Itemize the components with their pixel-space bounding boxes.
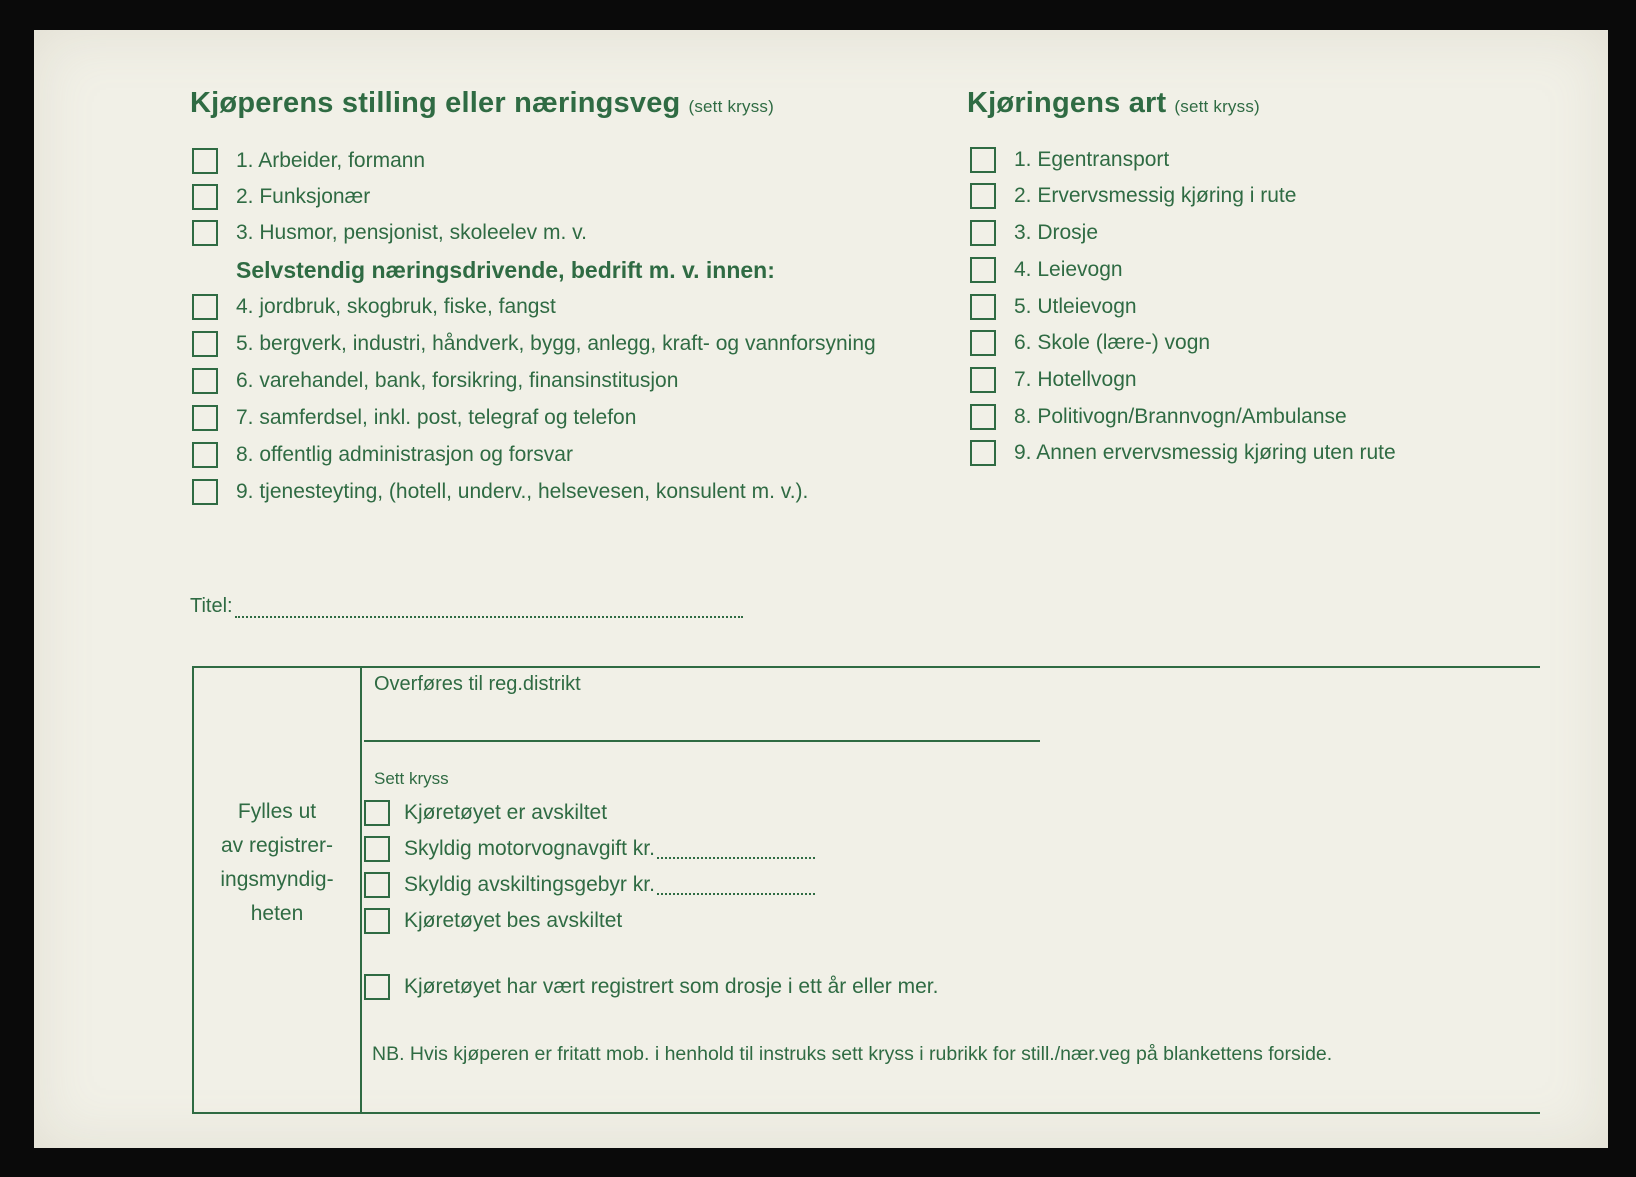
- self-employed-subheading: Selvstendig næringsdrivende, bedrift m. v. innen:: [236, 257, 775, 283]
- driving-option-6[interactable]: 6. Skole (lære-) vogn: [970, 330, 1210, 356]
- title-field[interactable]: [190, 595, 743, 618]
- driving-option-7[interactable]: 7. Hotellvogn: [970, 367, 1137, 393]
- checkbox[interactable]: [192, 294, 218, 320]
- title-label: Titel:: [190, 595, 233, 617]
- driving-option-3[interactable]: 3. Drosje: [970, 220, 1098, 246]
- buyer-position-heading: Kjøperens stilling eller næringsveg (sett kryss): [190, 87, 774, 119]
- check-owed-fee[interactable]: Skyldig avskiltingsgebyr kr.: [364, 872, 815, 898]
- checkbox[interactable]: [970, 404, 996, 430]
- driving-option-9[interactable]: 9. Annen ervervsmessig kjøring uten rute: [970, 440, 1396, 466]
- buyer-option-1[interactable]: 1. Arbeider, formann: [192, 148, 425, 174]
- buyer-option-4[interactable]: 4. jordbruk, skogbruk, fiske, fangst: [192, 294, 556, 320]
- transfer-field-line[interactable]: [364, 740, 1040, 742]
- authority-label: Fylles ut av registrer- ingsmyndig- heten: [220, 800, 334, 925]
- owed-fee-amount-line[interactable]: [657, 875, 815, 895]
- checkbox[interactable]: [364, 800, 390, 826]
- title-dotted-line[interactable]: [235, 598, 743, 618]
- check-owed-tax[interactable]: Skyldig motorvognavgift kr.: [364, 836, 815, 862]
- buyer-option-3[interactable]: 3. Husmor, pensjonist, skoleelev m. v.: [192, 220, 587, 246]
- driving-heading-note: (sett kryss): [1174, 97, 1260, 116]
- driving-type-heading: Kjøringens art (sett kryss): [967, 87, 1260, 119]
- checkbox[interactable]: [192, 368, 218, 394]
- checkbox[interactable]: [970, 440, 996, 466]
- checkbox[interactable]: [192, 220, 218, 246]
- check-deregistered[interactable]: Kjøretøyet er avskiltet: [364, 800, 607, 826]
- driving-option-8[interactable]: 8. Politivogn/Brannvogn/Ambulanse: [970, 404, 1347, 430]
- authority-divider: [360, 668, 362, 1112]
- driving-option-2[interactable]: 2. Ervervsmessig kjøring i rute: [970, 183, 1296, 209]
- checkbox[interactable]: [970, 147, 996, 173]
- driving-option-4[interactable]: 4. Leievogn: [970, 257, 1123, 283]
- checkbox[interactable]: [970, 367, 996, 393]
- buyer-option-6[interactable]: 6. varehandel, bank, forsikring, finansinstitusjon: [192, 368, 678, 394]
- checkbox[interactable]: [364, 974, 390, 1000]
- check-request-deregister[interactable]: Kjøretøyet bes avskiltet: [364, 908, 622, 934]
- driving-option-5[interactable]: 5. Utleievogn: [970, 294, 1137, 320]
- checkbox[interactable]: [970, 220, 996, 246]
- owed-tax-amount-line[interactable]: [657, 839, 815, 859]
- driving-option-1[interactable]: 1. Egentransport: [970, 147, 1169, 173]
- checkbox[interactable]: [192, 405, 218, 431]
- checkbox[interactable]: [192, 184, 218, 210]
- checkbox[interactable]: [192, 442, 218, 468]
- transfer-label: Overføres til reg.distrikt: [374, 673, 581, 695]
- checkbox[interactable]: [970, 257, 996, 283]
- checkbox[interactable]: [192, 479, 218, 505]
- nb-note: NB. Hvis kjøperen er fritatt mob. i henhold til instruks sett kryss i rubrikk for still./nær.veg på blankettens forside.: [372, 1043, 1333, 1065]
- buyer-option-5[interactable]: 5. bergverk, industri, håndverk, bygg, anlegg, kraft- og vannforsyning: [192, 331, 876, 357]
- checkbox[interactable]: [364, 908, 390, 934]
- checkbox[interactable]: [970, 330, 996, 356]
- buyer-heading-note: (sett kryss): [688, 97, 774, 116]
- checkbox[interactable]: [364, 836, 390, 862]
- buyer-option-8[interactable]: 8. offentlig administrasjon og forsvar: [192, 442, 573, 468]
- checkbox[interactable]: [970, 294, 996, 320]
- checkbox[interactable]: [364, 872, 390, 898]
- buyer-option-7[interactable]: 7. samferdsel, inkl. post, telegraf og telefon: [192, 405, 636, 431]
- buyer-option-9[interactable]: 9. tjenesteyting, (hotell, underv., helsevesen, konsulent m. v.).: [192, 479, 808, 505]
- sett-kryss-label: Sett kryss: [374, 769, 449, 788]
- buyer-option-2[interactable]: 2. Funksjonær: [192, 184, 370, 210]
- check-taxi-year[interactable]: Kjøretøyet har vært registrert som drosje i ett år eller mer.: [364, 974, 938, 1000]
- checkbox[interactable]: [970, 183, 996, 209]
- checkbox[interactable]: [192, 148, 218, 174]
- checkbox[interactable]: [192, 331, 218, 357]
